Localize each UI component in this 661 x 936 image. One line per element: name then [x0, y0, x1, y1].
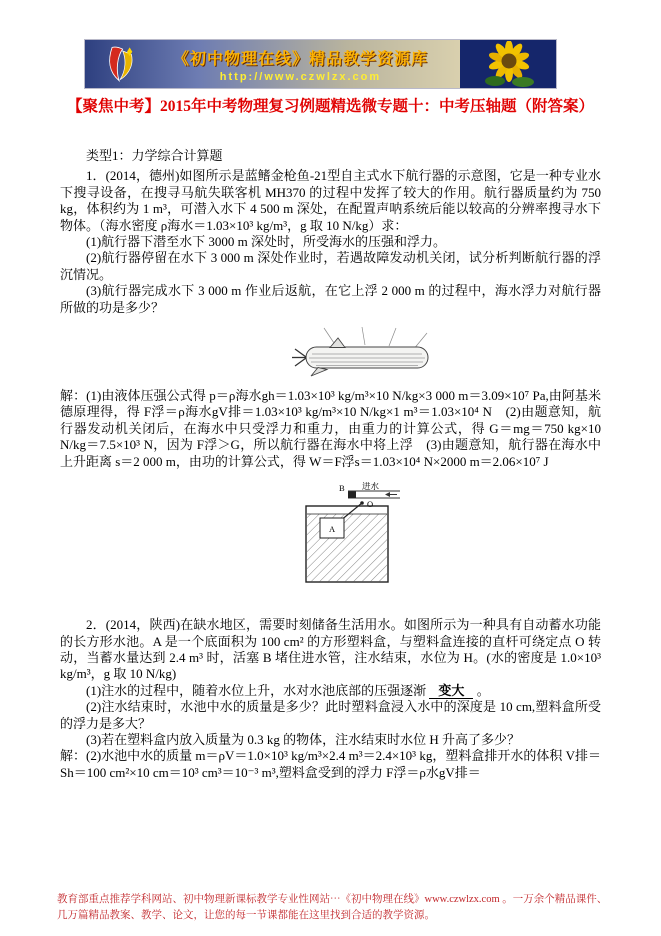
banner-photo-panel [460, 40, 556, 88]
site-logo-icon [99, 43, 141, 85]
banner-text-block [141, 46, 460, 83]
problem1-text: 1．(2014，德州)如图所示是蓝鳍金枪鱼-21型自主式水下航行器的示意图，它是一种专业水下搜寻设备，在搜寻马航失联客机 MH370 的过程中发挥了较大的作用。航行器质量约为 750 kg，体积约为 1 m³，可潜入水下 4 500 m 深处，在配置声呐系统后能以较高的分辨率搜寻水下物体。（海水密度 ρ海水＝1.03×10³ kg/m³，g 取 10 N/kg）求： [60, 168, 601, 233]
submarine-propeller [292, 349, 306, 366]
sunflower-image [463, 41, 553, 87]
submarine-dorsal-fin [330, 338, 345, 348]
pivot-dot [360, 501, 364, 505]
banner-gradient-panel [85, 40, 460, 88]
problem1-question3: (3)航行器完成水下 3 000 m 作业后返航，在它上浮 2 000 m 的过程中，海水浮力对航行器所做的功是多少？ [60, 283, 601, 315]
document-body [60, 148, 601, 781]
water-tank-figure [300, 482, 601, 587]
piston-b [348, 492, 356, 499]
document-title: 【聚焦中考】2015年中考物理复习例题精选微专题十：中考压轴题（附答案） [66, 98, 594, 115]
water-hatch [307, 514, 387, 581]
solution1-text: 解：(1)由液体压强公式得 p＝ρ海水gh＝1.03×10³ kg/m³×10 N/kg×3 000 m＝3.09×10⁷ Pa,由阿基米德原理得，得 F浮＝ρ海水gV排＝1.03×10³ kg/m³×10 N/kg×1 m³＝1.03×10⁴ N (2)由题意知，航行器发动机关闭后，在海水中只受浮力和重力，由重力的计算公式，得 G＝mg＝750 kg×10 N/kg＝7.5×10³ N，因为 F浮＞G，所以航行器在海水中将上浮 (3)由题意知，航行器在海水中上升距离 s＝2 000 m，由功的计算公式，得 W＝F浮s＝1.03×10⁴ N×2000 m＝2.06×10⁷ J [60, 388, 601, 469]
sunflower-leaf [485, 76, 505, 86]
piston-label: B [339, 483, 345, 494]
submarine-lower-fin [311, 368, 327, 377]
problem1-question1: (1)航行器下潜至水下 3000 m 深处时，所受海水的压强和浮力。 [86, 234, 447, 250]
inlet-arrow-icon [385, 492, 397, 497]
sunflower-center [502, 54, 517, 69]
footer-line1: 教育部重点推荐学科网站、初中物理新课标教学专业性网站⋯《初中物理在线》www.czwlzx.com 。一万余个精品课件、 [57, 894, 608, 905]
section-heading: 类型1：力学综合计算题 [86, 148, 223, 163]
submarine-body [306, 347, 428, 368]
box-a-label: A [329, 524, 336, 535]
footer-line2: 几万篇精品教案、教学、论文，让您的每一节课都能在这里找到合适的教学资源。 [57, 909, 435, 921]
problem1-question2: (2)航行器停留在水下 3 000 m 深处作业时，若遇故障发动机关闭，试分析判断航行器的浮沉情况。 [60, 250, 601, 282]
inlet-label: 进水 [362, 482, 380, 492]
problem2-text: 2．(2014，陕西)在缺水地区，需要时刻储备生活用水。如图所示为一种具有自动蓄水功能的长方形水池。A 是一个底面积为 100 cm² 的方形塑料盒，与塑料盒连接的直杆可绕定点 O 转动，当蓄水量达到 2.4 m³ 时，活塞 B 堵住进水管，注水结束，水位为 H。(水的密度是 1.0×10³ kg/m³，g 取 10 N/kg) [60, 617, 601, 682]
page-footer [57, 892, 609, 923]
pivot-label: O [367, 499, 374, 510]
problem2-question2: (2)注水结束时，水池中水的质量是多少？此时塑料盒浸入水中的深度是 10 cm,塑料盒所受的浮力是多大？ [60, 699, 601, 731]
submarine-figure [278, 324, 601, 382]
problem2-question1 [60, 683, 601, 699]
problem2-q1-suffix: 。 [473, 682, 490, 698]
sunflower-leaf [512, 77, 534, 87]
problem2-question3: (3)若在塑料盒内放入质量为 0.3 kg 的物体，注水结束时水位 H 升高了多少？ [86, 731, 521, 747]
problem2-q1-prefix: (1)注水的过程中，随着水位上升，水对水池底部的压强逐渐 [86, 682, 430, 698]
site-banner [85, 40, 556, 88]
blank-answer: 变大 [429, 683, 473, 699]
banner-site-url[interactable]: http://www.czwlzx.com [219, 70, 382, 83]
banner-site-title: 《初中物理在线》精品教学资源库 [172, 50, 428, 68]
solution2-text: 解：(2)水池中水的质量 m＝ρV＝1.0×10³ kg/m³×2.4 m³＝2.4×10³ kg，塑料盒排开水的体积 V排＝Sh＝100 cm²×10 cm＝10³ cm³＝10⁻³ m³,塑料盒受到的浮力 F浮＝ρ水gV排＝ [60, 748, 601, 780]
